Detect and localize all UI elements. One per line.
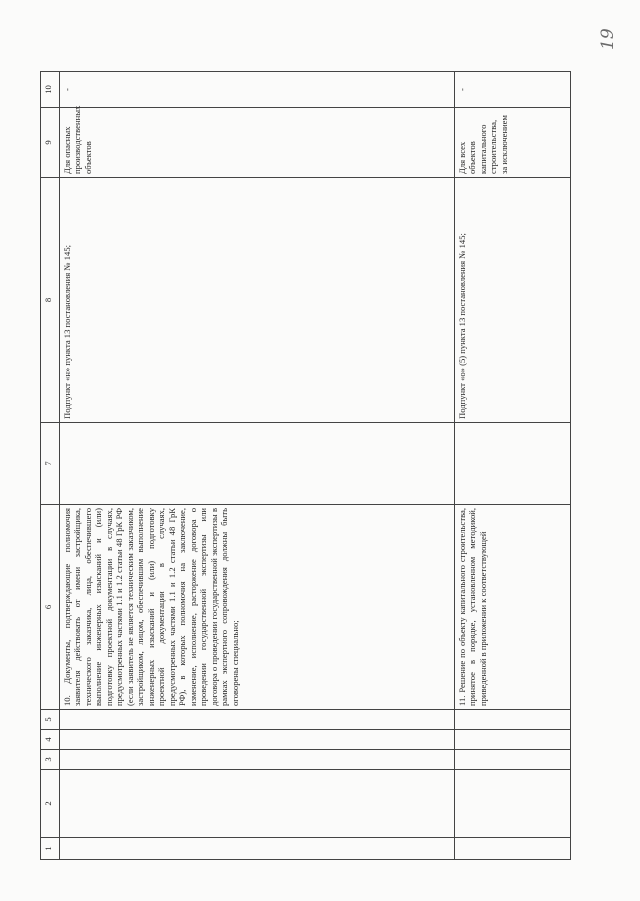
cell-empty	[60, 710, 455, 730]
legal-basis-cell: Подпункт «н» пункта 13 постановления № 145;	[60, 178, 455, 423]
note-cell: -	[60, 72, 455, 108]
col-header-7: 7	[41, 423, 60, 505]
col-header-9: 9	[41, 108, 60, 178]
col-header-5: 5	[41, 710, 60, 730]
cell-empty	[455, 770, 571, 838]
object-type-cell: Для всех объектов капитального строительства, за исключением	[455, 108, 571, 178]
cell-empty	[60, 750, 455, 770]
table-row	[60, 72, 455, 860]
col-header-4: 4	[41, 730, 60, 750]
header-row	[41, 72, 60, 860]
cell-empty	[60, 770, 455, 838]
col-header-6: 6	[41, 505, 60, 710]
table-row	[455, 72, 571, 860]
handwritten-page-number: 19	[598, 28, 618, 50]
document-requirement-cell: 11. Решение по объекту капитального строительства, принятое в порядке, установленном методикой, приведенной в приложении к соответствующей	[455, 505, 571, 710]
cell-empty	[455, 710, 571, 730]
cell-empty	[60, 730, 455, 750]
document-requirement-cell: 10. Документы, подтверждающие полномочия заявителя действовать от имени застройщика, технического заказчика, лица, обеспечившего выполнение инженерных изысканий и (или) подготовку проектной документации в случаях, предусмотренных частями 1.1 и 1.2 статьи 48 ГрК РФ (если заявитель не является техническим заказчиком, застройщиком, лицом, обеспечившим выполнение инженерных изысканий и (или) подготовку проектной документации в случаях, предусмотренных частями 1.1 и 1.2 статьи 48 ГрК РФ), в которых полномочия на заключение, изменение, исполнение, расторжение договора о проведении государственной экспертизы или договора о проведении государственной экспертизы в рамках экспертного сопровождения должны быть оговорены специально;	[60, 505, 455, 710]
cell-empty	[455, 838, 571, 860]
requirements-table	[40, 71, 571, 860]
object-type-cell: Для опасных производственных объектов	[60, 108, 455, 178]
col-header-10: 10	[41, 72, 60, 108]
col-header-2: 2	[41, 770, 60, 838]
col-header-3: 3	[41, 750, 60, 770]
cell-empty	[455, 750, 571, 770]
legal-basis-cell: Подпункт «o» (5) пункта 13 постановления № 145;	[455, 178, 571, 423]
note-cell: -	[455, 72, 571, 108]
cell-empty	[455, 730, 571, 750]
rotated-table-sheet	[40, 72, 567, 860]
cell-empty	[60, 838, 455, 860]
cell-empty	[455, 423, 571, 505]
col-header-8: 8	[41, 178, 60, 423]
cell-empty	[60, 423, 455, 505]
col-header-1: 1	[41, 838, 60, 860]
